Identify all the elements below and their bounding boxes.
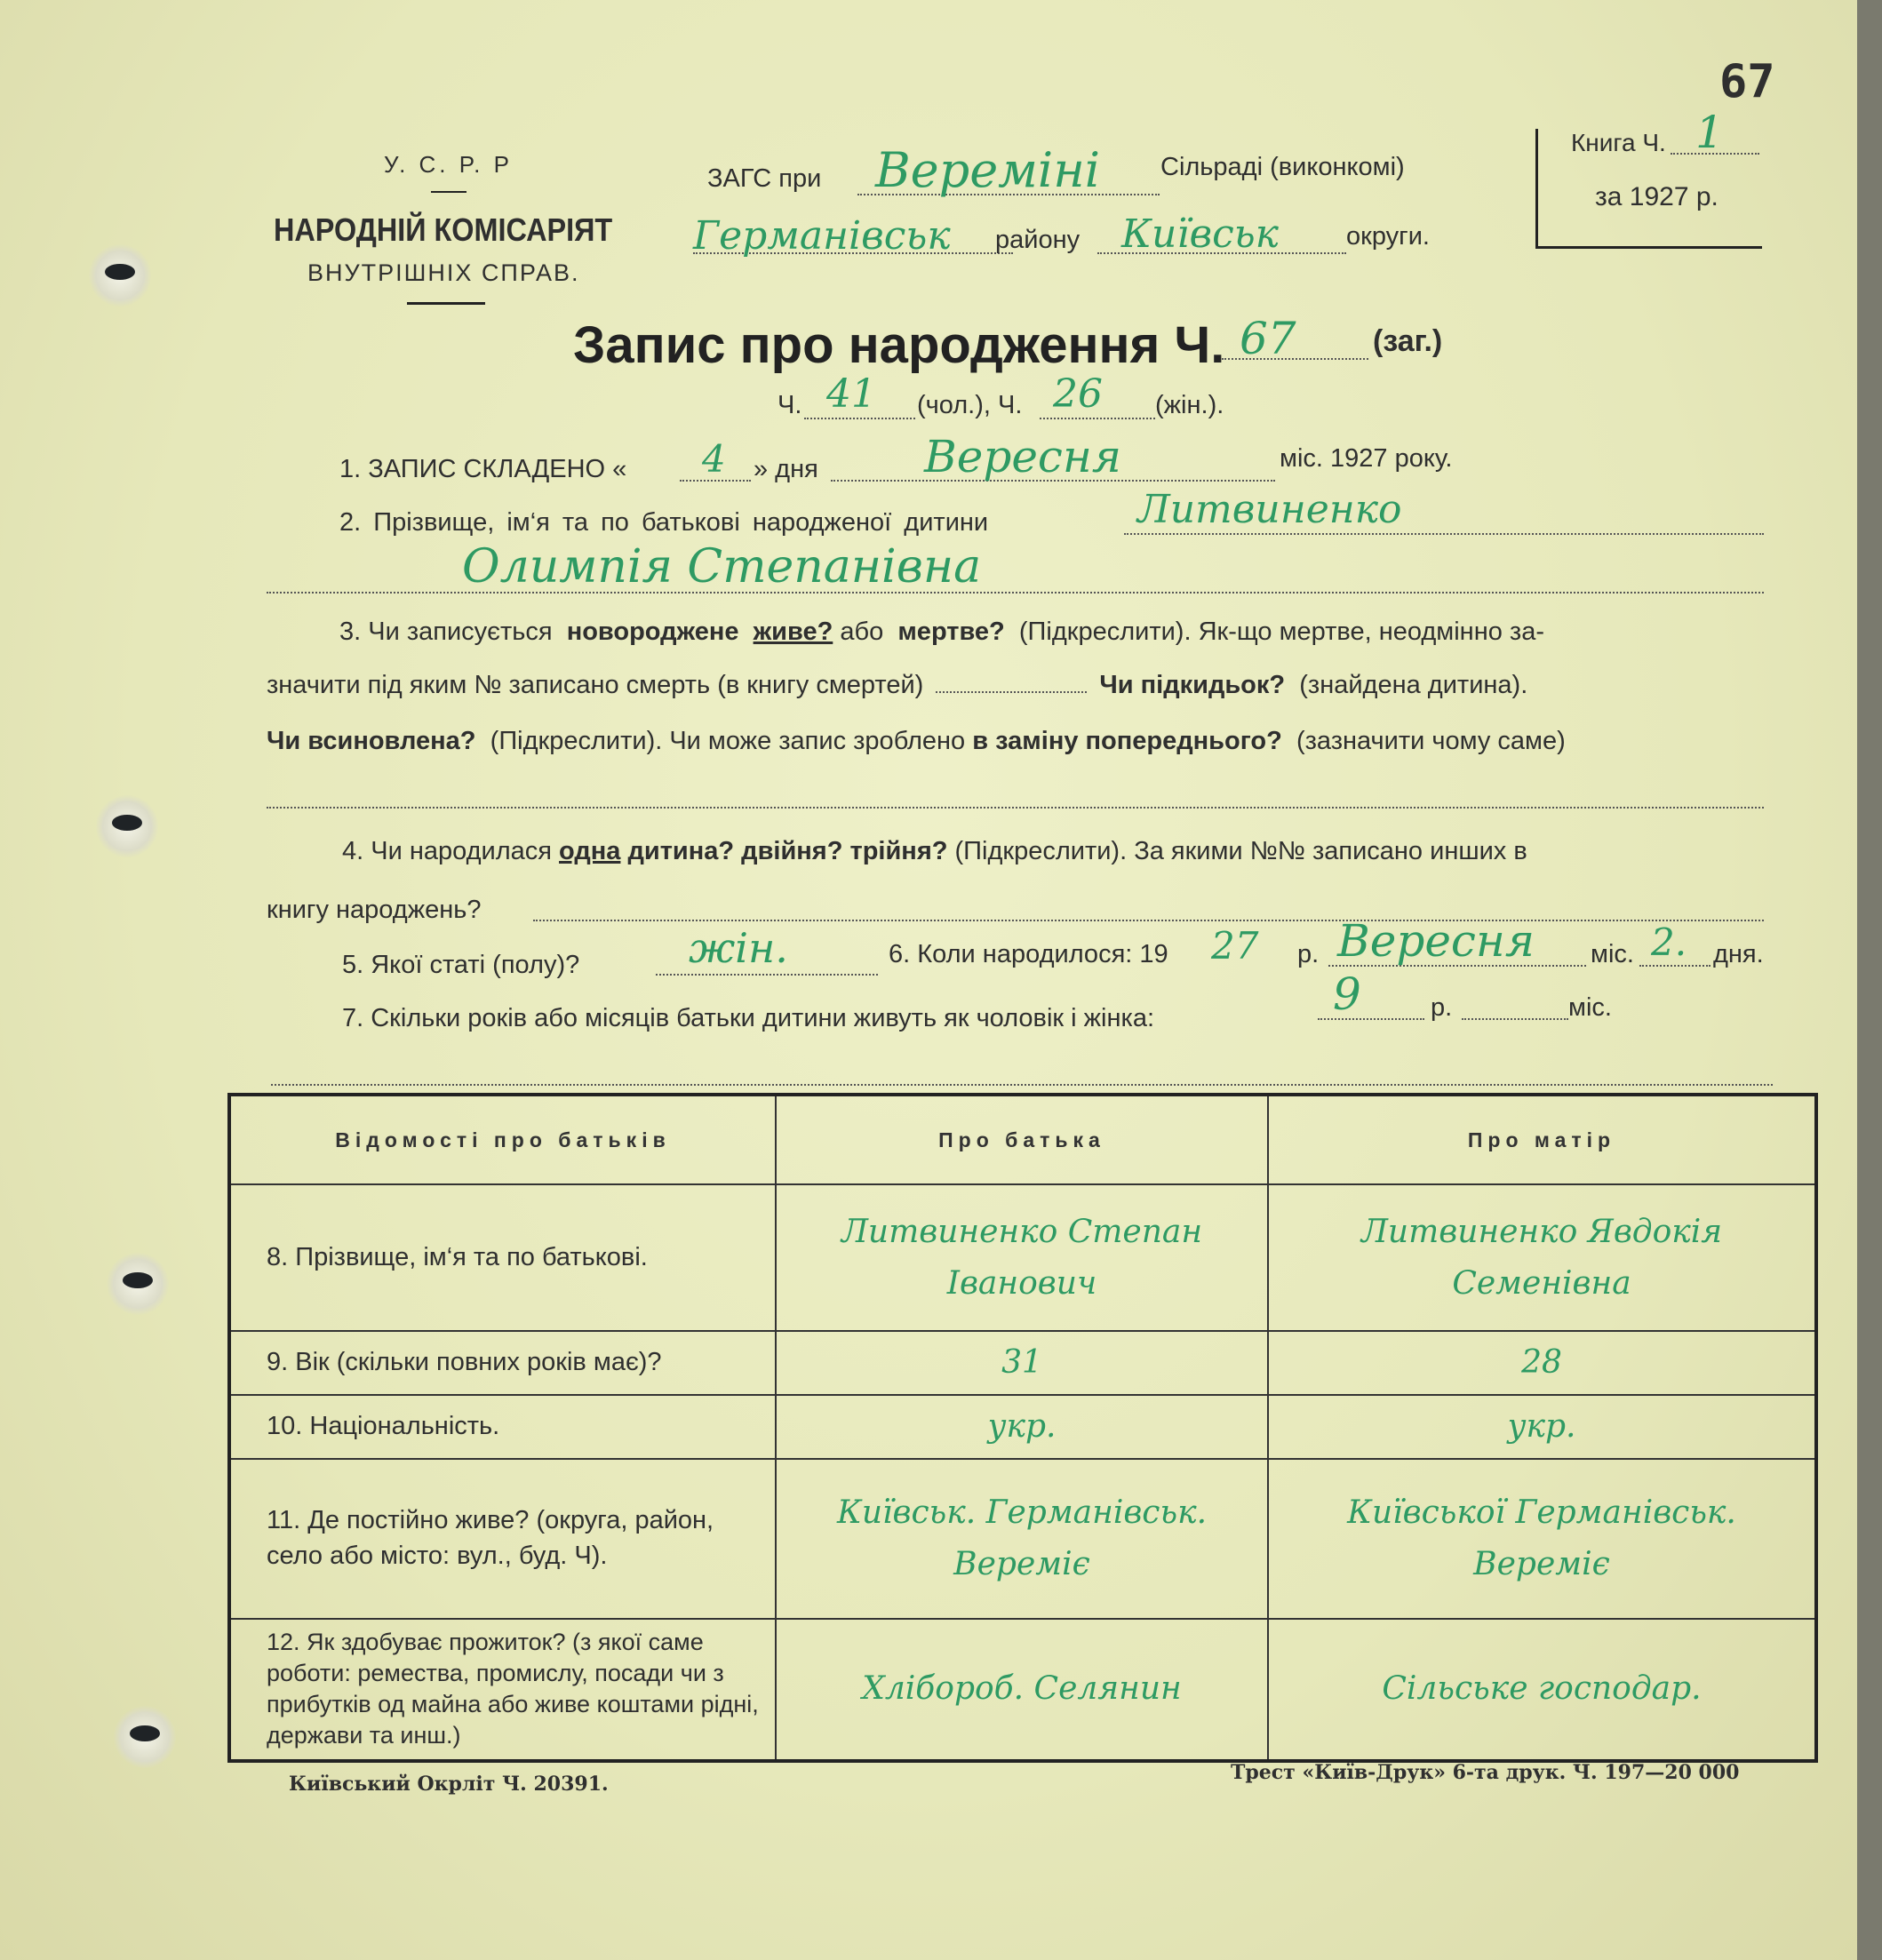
punch-hole-2	[96, 795, 158, 857]
item6-mis: міс.	[1591, 940, 1634, 968]
male-suffix: (чол.), Ч.	[917, 391, 1023, 419]
table-header-row	[229, 1095, 1816, 1184]
year-label: за 1927 р.	[1595, 182, 1719, 211]
item3-reason: (зазначити чому саме)	[1296, 727, 1566, 755]
item3-alive: живе?	[753, 617, 833, 646]
father-value: Київськ. Германівськ. Вереміє	[776, 1459, 1268, 1619]
item4-text: 4. Чи народилася	[342, 837, 552, 865]
item6-dnia: дня.	[1713, 940, 1764, 968]
zags-suffix: Сільраді (виконкомі)	[1160, 153, 1405, 181]
item4-line2: книгу народжень?	[267, 896, 482, 924]
item6-year: 27	[1211, 924, 1259, 968]
item4-blank-line	[533, 920, 1764, 921]
mother-value: 28	[1268, 1331, 1816, 1395]
item1-month: Вересня	[924, 431, 1121, 482]
village-value: Вереміні	[875, 142, 1101, 198]
item3-found-child: (знайдена дитина).	[1299, 671, 1528, 699]
item4-options: дитина? двійня? трійня?	[627, 837, 948, 865]
female-line	[1040, 418, 1155, 419]
mother-value: Сільське господар.	[1268, 1619, 1816, 1761]
male-prefix: Ч.	[778, 391, 802, 419]
record-suffix: (заг.)	[1373, 324, 1443, 358]
item7-months-line	[1462, 1018, 1568, 1020]
item1-end: міс. 1927 року.	[1280, 444, 1453, 473]
column-header: Про матір	[1268, 1095, 1816, 1184]
divider	[431, 191, 467, 193]
page-number: 67	[1719, 55, 1775, 108]
item7-r: р.	[1431, 993, 1453, 1022]
item6-month: Вересня	[1337, 915, 1535, 967]
mother-value: Литвиненко Явдокія Семенівна	[1268, 1184, 1816, 1331]
male-number: 41	[826, 371, 876, 417]
table-row	[229, 1459, 1816, 1619]
row-label: 8. Прізвище, ім‘я та по батькові.	[229, 1184, 776, 1331]
item3-text: 3. Чи записується	[339, 617, 553, 646]
record-title: Запис про народження Ч.	[573, 316, 1225, 374]
country-label: У. С. Р. Р	[384, 151, 513, 178]
item5-line	[656, 974, 878, 976]
item3-death-text: значити під яким № записано смерть (в книгу смертей)	[267, 671, 924, 699]
okruha-label: округи.	[1346, 222, 1430, 251]
book-box-left	[1535, 129, 1538, 249]
ministry-subtitle: ВНУТРІШНІХ СПРАВ.	[307, 259, 580, 286]
row-label: 9. Вік (скільки повних років має)?	[229, 1331, 776, 1395]
item5-label: 5. Якої статі (полу)?	[342, 951, 580, 979]
item3-or: або	[840, 617, 884, 646]
father-value: Хлібороб. Селянин	[776, 1619, 1268, 1761]
row-label: 10. Національність.	[229, 1395, 776, 1459]
item3-instruction: (Підкреслити). Як-що мертве, неодмінно за-	[1018, 617, 1544, 646]
item7-blank-line	[271, 1084, 1773, 1086]
item2-value2: Олимпія Степанівна	[462, 540, 982, 594]
district-label: району	[995, 226, 1081, 254]
footer-left: Київський Окрліт Ч. 20391.	[289, 1773, 609, 1796]
table-row	[229, 1184, 1816, 1331]
father-value: укр.	[776, 1395, 1268, 1459]
parents-table	[227, 1093, 1818, 1763]
mother-value: укр.	[1268, 1395, 1816, 1459]
item6-day: 2.	[1651, 920, 1687, 964]
book-label: Книга Ч.	[1571, 129, 1666, 156]
okruha-value: Київськ	[1121, 211, 1279, 257]
item1-day: 4	[702, 437, 726, 481]
item4-one: одна	[559, 837, 621, 865]
item3-line2	[267, 671, 1527, 700]
item4-instruction: (Підкреслити). За якими №№ записано инших в	[954, 837, 1527, 865]
female-suffix: (жін.).	[1155, 391, 1224, 419]
item6-r: р.	[1297, 940, 1320, 968]
item3-line3	[267, 727, 1566, 756]
item3-replace-text: (Підкреслити). Чи може запис зроблено	[490, 727, 966, 755]
ministry-title: НАРОДНІЙ КОМІСАРІЯТ	[274, 211, 613, 248]
item3-foundling: Чи підкидьок?	[1099, 671, 1286, 699]
punch-hole-3	[107, 1253, 169, 1315]
punch-hole-1	[89, 244, 151, 307]
book-box-bottom	[1535, 246, 1762, 249]
item6-day-line	[1639, 965, 1711, 967]
item6-label: 6. Коли народилося: 19	[889, 940, 1168, 968]
item7-years: 9	[1333, 968, 1361, 1020]
item1-label: 1. ЗАПИС СКЛАДЕНО «	[339, 455, 627, 483]
table-row	[229, 1395, 1816, 1459]
row-label: 12. Як здобуває прожиток? (з якої саме роботи: ремества, промислу, посади чи з прибутків од майна або живе коштами рідні, держави та инш.)	[229, 1619, 776, 1761]
item3-adopted: Чи всиновлена?	[267, 727, 476, 755]
mother-value: Київської Германівськ. Вереміє	[1268, 1459, 1816, 1619]
item3-line1	[339, 617, 1544, 647]
item3-blank-line	[267, 807, 1764, 809]
record-number: 67	[1240, 313, 1296, 364]
item2-label: 2. Прізвище, ім‘я та по батькові народженої дитини	[339, 508, 989, 537]
table-row	[229, 1619, 1816, 1761]
row-label: 11. Де постійно живе? (округа, район, село або місто: вул., буд. Ч).	[229, 1459, 776, 1619]
item2-value1: Литвиненко	[1137, 487, 1402, 532]
district-value: Германівськ	[693, 213, 951, 259]
item5-value: жін.	[689, 924, 788, 972]
item1-mid: » дня	[754, 455, 818, 483]
female-number: 26	[1053, 371, 1103, 417]
column-header: Відомості про батьків	[229, 1095, 776, 1184]
footer-right: Трест «Київ-Друк» 6-та друк. Ч. 197—20 000	[1231, 1761, 1740, 1784]
item7-mis: міс.	[1568, 993, 1612, 1022]
male-line	[804, 418, 915, 419]
column-header: Про батька	[776, 1095, 1268, 1184]
item4-line1	[342, 837, 1527, 866]
punch-hole-4	[114, 1706, 176, 1768]
item3-dead: мертве?	[897, 617, 1005, 646]
divider	[407, 302, 485, 305]
item3-replacement: в заміну попереднього?	[972, 727, 1282, 755]
table-row	[229, 1331, 1816, 1395]
item3-newborn: новороджене	[566, 617, 739, 646]
item2-line1	[1124, 533, 1764, 535]
father-value: 31	[776, 1331, 1268, 1395]
zags-prefix: ЗАГС при	[707, 164, 822, 193]
item7-label: 7. Скільки років або місяців батьки дитини живуть як чоловік і жінка:	[342, 1004, 1155, 1032]
book-value: 1	[1695, 107, 1724, 158]
father-value: Литвиненко Степан Іванович	[776, 1184, 1268, 1331]
